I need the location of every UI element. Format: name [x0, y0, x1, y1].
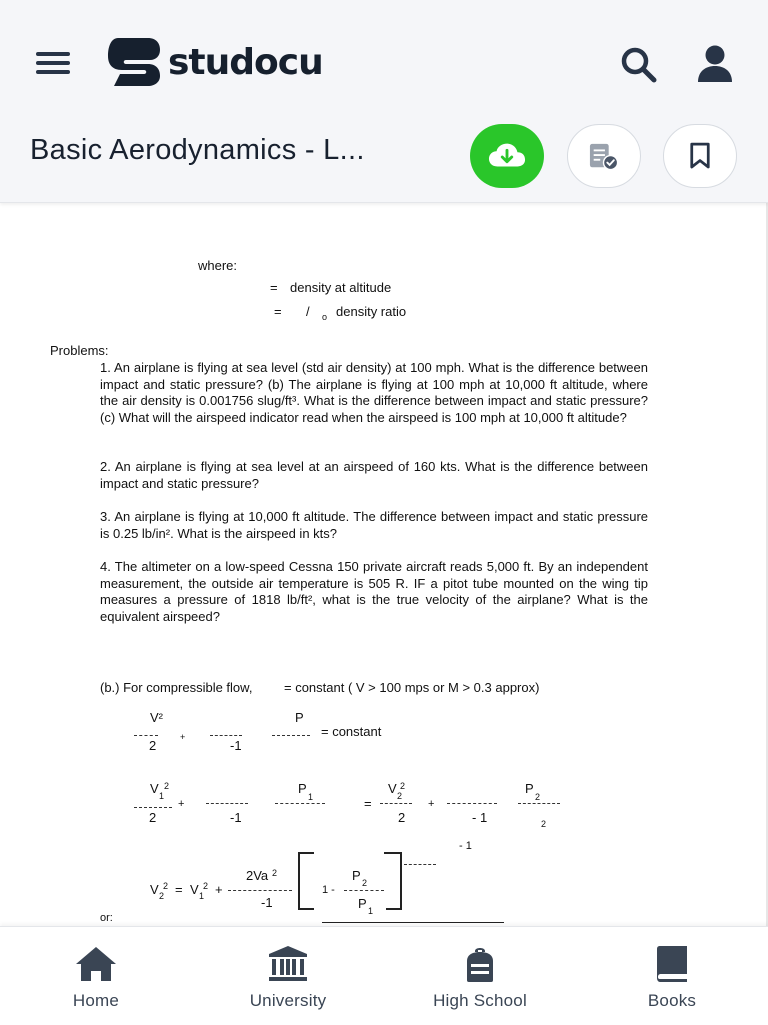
eq3-p2: P — [352, 868, 361, 883]
eq2-equals: = — [364, 796, 372, 811]
eq3-p1: P — [358, 896, 367, 911]
studocu-logo-icon — [104, 36, 162, 88]
fraction-bar — [344, 890, 384, 891]
bookmark-button[interactable] — [663, 124, 737, 188]
eq2-v2: V — [388, 781, 397, 796]
eq2-v2-sub: 2 — [397, 791, 403, 801]
user-icon[interactable] — [694, 44, 736, 84]
bracket-left-top — [298, 852, 314, 854]
document-check-button[interactable] — [567, 124, 641, 188]
eq3-exponent: - 1 — [459, 840, 472, 852]
eq2-two-a: 2 — [149, 810, 157, 825]
eq2-v1-sub: 1 — [159, 791, 165, 801]
eq1-v-squared: V² — [150, 710, 163, 725]
search-icon[interactable] — [618, 44, 658, 84]
hamburger-menu-icon[interactable] — [34, 44, 72, 80]
or-label: or: — [100, 912, 113, 924]
eq2-p2: P — [525, 781, 534, 796]
cloud-download-icon — [488, 141, 526, 171]
bracket-right-bottom — [386, 908, 400, 910]
book-icon — [650, 945, 694, 983]
fraction-bar — [275, 803, 325, 804]
document-title: Basic Aerodynamics - L... — [30, 134, 365, 166]
fraction-bar — [228, 890, 292, 891]
eq3-v1-sup: 2 — [203, 881, 209, 891]
document-page[interactable] — [0, 202, 768, 926]
eq2-p1: P — [298, 781, 307, 796]
problem-3: 3. An airplane is flying at 10,000 ft altitude. The difference between impact and static pressure is 0.25 lb/in². What is the airspeed in kts? — [100, 509, 648, 541]
fraction-bar — [206, 803, 248, 804]
eq2-v2-sup: 2 — [400, 781, 406, 791]
bracket-left — [298, 852, 300, 910]
definition-eq: = — [270, 280, 278, 295]
nav-university[interactable] — [192, 927, 384, 1025]
eq2-v1: V — [150, 781, 159, 796]
problem-4: 4. The altimeter on a low-speed Cessna 150 private aircraft reads 5,000 ft. By an independent measurement, the outside air temperature is 505 R. IF a pitot tube mounted on the wing tip measures a pressure of 1818 lb/ft², what is the true velocity of the airplane? What is the equivalent airspeed? — [100, 559, 648, 624]
next-equation-line — [322, 922, 504, 923]
download-button[interactable] — [470, 124, 544, 188]
problem-2: 2. An airplane is flying at sea level at an airspeed of 160 kts. What is the difference between impact and static pressure? — [100, 459, 648, 491]
nav-high-school[interactable] — [384, 927, 576, 1025]
definition-eq: = — [274, 304, 282, 319]
top-header — [0, 0, 768, 203]
eq1-gamma-minus-one: -1 — [230, 738, 242, 753]
problems-heading: Problems: — [50, 343, 109, 358]
eq2-plus-b: + — [428, 798, 435, 810]
eq2-v1-sup: 2 — [164, 781, 170, 791]
nav-home[interactable] — [0, 927, 192, 1025]
fraction-bar — [447, 803, 497, 804]
eq3-lhs-sup: 2 — [163, 881, 169, 891]
eq3-plus: + — [215, 882, 223, 897]
definition-slash: / — [306, 304, 310, 319]
studocu-logo[interactable] — [104, 36, 323, 88]
eq2-two-b: 2 — [398, 810, 406, 825]
nav-books[interactable] — [576, 927, 768, 1025]
bookmark-icon — [689, 142, 711, 170]
eq3-v1-sub: 1 — [199, 891, 205, 901]
home-icon — [74, 945, 118, 983]
eq2-plus-a: + — [178, 798, 185, 810]
backpack-icon — [458, 945, 502, 983]
document-check-icon — [587, 141, 621, 171]
where-label: where: — [198, 258, 238, 273]
nav-university-label: University — [249, 991, 327, 1010]
eq2-rho-sub: 2 — [541, 819, 547, 829]
definition-subscript: o — [322, 312, 328, 322]
eq3-p1-sub: 1 — [368, 906, 374, 916]
eq3-numerator: 2Va — [246, 868, 269, 883]
nav-books-label: Books — [647, 991, 697, 1010]
eq3-one-minus: 1 - — [322, 884, 335, 896]
eq3-equals: = — [175, 882, 183, 897]
eq3-lhs-sub: 2 — [159, 891, 165, 901]
eq3-lhs: V — [150, 882, 159, 897]
fraction-bar — [210, 735, 242, 736]
bracket-left-bottom — [298, 908, 314, 910]
eq2-minus-one-a: -1 — [230, 810, 242, 825]
university-icon — [266, 945, 310, 983]
eq1-pressure: P — [295, 710, 304, 725]
eq2-p2-sub: 2 — [535, 792, 541, 802]
nav-high-school-label: High School — [433, 991, 527, 1010]
eq3-denominator: -1 — [261, 895, 273, 910]
eq3-p2-sub: 2 — [362, 878, 368, 888]
bracket-right-top — [384, 852, 400, 854]
eq1-rhs: = constant — [321, 724, 382, 739]
fraction-bar — [272, 735, 310, 736]
fraction-bar — [518, 803, 560, 804]
bracket-right — [400, 852, 402, 910]
fraction-bar — [134, 735, 158, 736]
fraction-bar — [134, 807, 172, 808]
logo-text: studocu — [168, 41, 323, 83]
eq2-p1-sub: 1 — [308, 792, 314, 802]
compressible-flow-condition: = constant ( V > 100 mps or M > 0.3 approx) — [284, 680, 540, 695]
eq3-v1: V — [190, 882, 199, 897]
definition-density: density at altitude — [290, 280, 392, 295]
problem-1: 1. An airplane is flying at sea level (std air density) at 100 mph. What is the difference between impact and static pressure? (b) The airplane is flying at 100 mph at 10,000 ft altitude, where the air density is 0.001756 slug/ft³. What is the difference between impact and static pressure? (c) What will the airspeed indicator read when the airspeed is 100 mph at 10,000 ft altitude? — [100, 360, 648, 425]
definition-density-ratio: density ratio — [336, 304, 407, 319]
bottom-navigation — [0, 926, 768, 1025]
eq2-minus-one-b: - 1 — [472, 810, 488, 825]
nav-home-label: Home — [72, 991, 120, 1010]
eq1-plus: + — [180, 732, 186, 742]
eq3-numerator-sup: 2 — [272, 868, 278, 878]
eq1-denominator: 2 — [149, 738, 157, 753]
compressible-flow-label: (b.) For compressible flow, — [100, 680, 253, 695]
exponent-bar — [404, 864, 436, 865]
fraction-bar — [380, 803, 412, 804]
